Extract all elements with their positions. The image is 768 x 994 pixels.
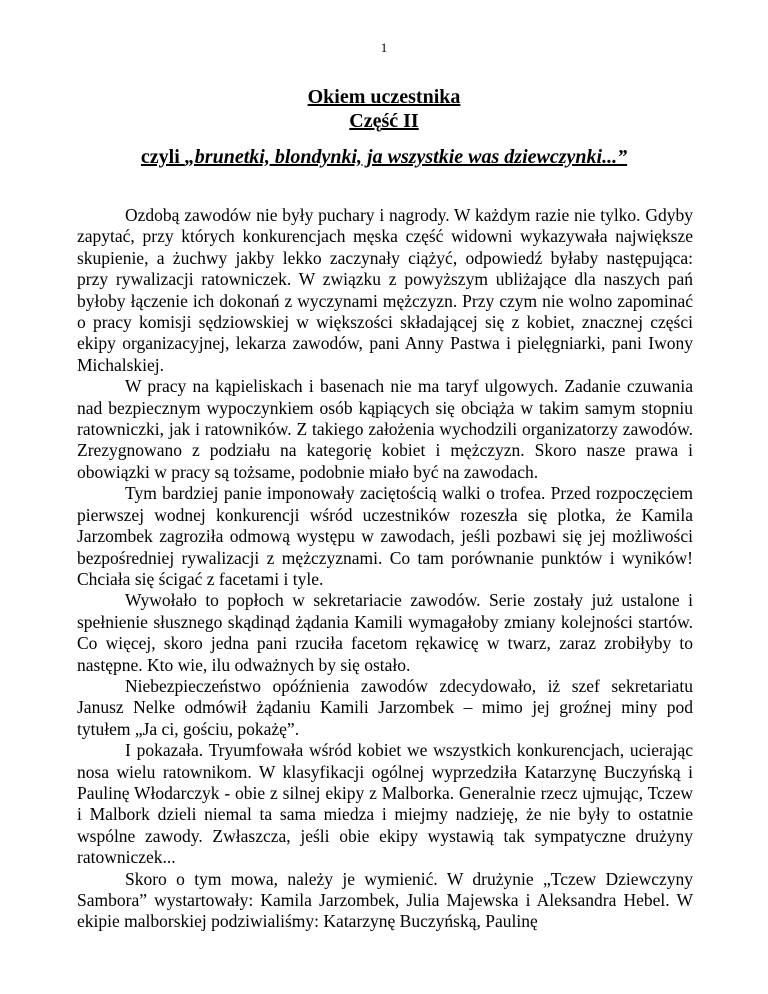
subtitle-quote: „brunetki, blondynki, ja wszystkie was dziewczynki...”	[184, 146, 628, 168]
part-heading: Część II	[349, 110, 419, 132]
paragraph: Skoro o tym mowa, należy je wymienić. W drużynie „Tczew Dziewczyny Sambora” wystartowały: Kamila Jarzombek, Julia Majewska i Aleksandra Hebel. W ekipie malborskiej podziwialiśmy: Katarzynę Buczyńską, Paulinę	[77, 868, 693, 932]
article-body	[77, 205, 693, 933]
paragraph: W pracy na kąpieliskach i basenach nie ma taryf ulgowych. Zadanie czuwania nad bezpiecznym wypoczynkiem osób kąpiących się obciąża w takim samym stopniu ratowniczki, jak i ratowników. Z takiego założenia wychodzili organizatorzy zawodów. Zrezygnowano z podziału na kategorię kobiet i mężczyzn. Skoro nasze prawa i obowiązki w pracy są tożsame, podobnie miało być na zawodach.	[77, 376, 693, 482]
paragraph: I pokazała. Tryumfowała wśród kobiet we wszystkich konkurencjach, ucierając nosa wielu ratownikom. W klasyfikacji ogólnej wyprzedziła Katarzynę Buczyńską i Paulinę Włodarczyk - obie z silnej ekipy z Malborka. Generalnie rzecz ujmując, Tczew i Malbork dzieli niemal ta sama miedza i miejmy nadzieję, że nie były to ostatnie wspólne zawody. Zwłaszcza, jeśli obie ekipy wystawią tak sympatyczne drużyny ratowniczek...	[77, 740, 693, 868]
paragraph: Ozdobą zawodów nie były puchary i nagrody. W każdym razie nie tylko. Gdyby zapytać, przy których konkurencjach męska część widowni wykazywała największe skupienie, a żuchwy jakby lekko zaczynały ciążyć, odpowiedź byłaby następująca: przy rywalizacji ratowniczek. W związku z powyższym ubliżające dla naszych pań byłoby łączenie ich dokonań z wyczynami mężczyzn. Przy czym nie wolno zapominać o pracy komisji sędziowskiej w większości składającej się z kobiet, znacznej części ekipy organizacyjnej, lekarza zawodów, pani Anny Pastwa i pielęgniarki, pani Iwony Michalskiej.	[77, 205, 693, 375]
page-number: 1	[380, 40, 388, 55]
paragraph: Wywołało to popłoch w sekretariacie zawodów. Serie zostały już ustalone i spełnienie słusznego skądinąd żądania Kamili wymagałoby zmiany kolejności startów. Co więcej, skoro jedna pani rzuciła facetom rękawicę w twarz, zaraz zrobiłyby to następne. Kto wie, ilu odważnych by się ostało.	[77, 590, 693, 675]
title-block	[0, 85, 768, 133]
subtitle-prefix: czyli	[140, 146, 185, 168]
paragraph: Niebezpieczeństwo opóźnienia zawodów zdecydowało, iż szef sekretariatu Janusz Nelke odmówił żądaniu Kamili Jarzombek – mimo jej groźnej miny pod tytułem „Ja ci, gościu, pokażę”.	[77, 675, 693, 739]
subtitle	[0, 145, 768, 169]
paragraph: Tym bardziej panie imponowały zaciętością walki o trofea. Przed rozpoczęciem pierwszej wodnej konkurencji wśród uczestników rozeszła się plotka, że Kamila Jarzombek zagroziła odmową występu w zawodach, jeśli pozbawi się jej możliwości bezpośredniej rywalizacji z mężczyznami. Co tam porównanie punktów i wyników! Chciała się ścigać z facetami i tyle.	[77, 483, 693, 589]
page-title: Okiem uczestnika	[307, 86, 461, 108]
